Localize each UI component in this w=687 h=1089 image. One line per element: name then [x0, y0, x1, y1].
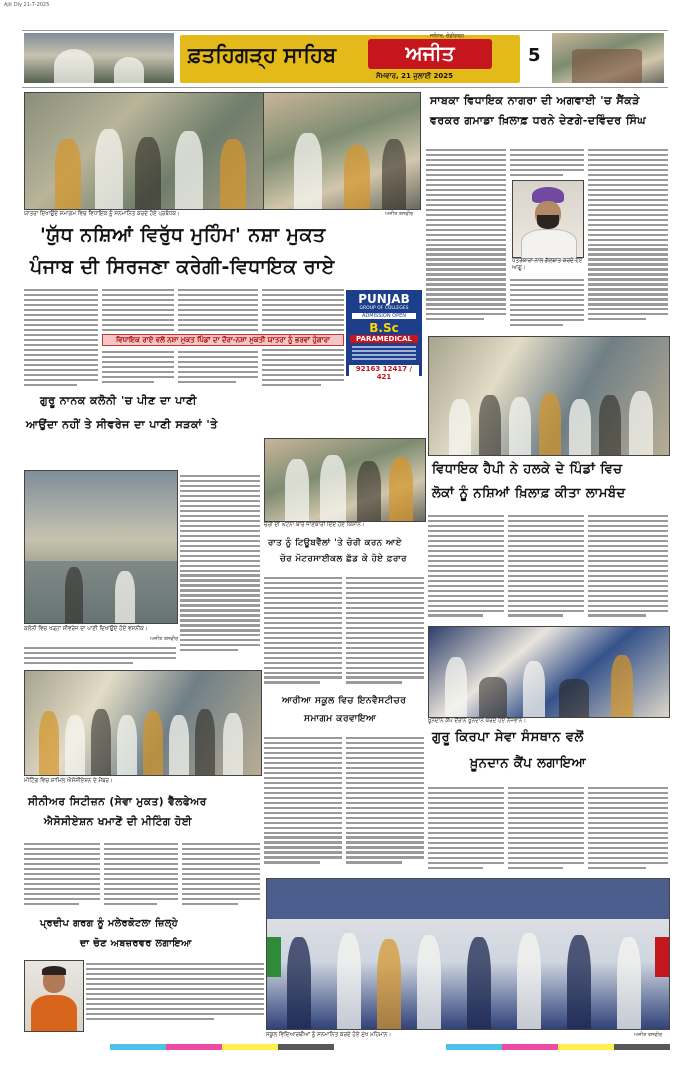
paper-name-box	[368, 39, 492, 69]
story3-photo	[24, 470, 178, 624]
story7-headline-2: ਸਮਾਗਮ ਕਰਵਾਇਆ	[304, 714, 377, 724]
story1-headline-1: 'ਯੁੱਧ ਨਸ਼ਿਆਂ ਵਿਰੁੱਧ ਮੁਹਿੰਮ' ਨਸ਼ਾ ਮੁਕਤ	[40, 224, 326, 246]
story9-headline-2: ਦਾ ਚੋਣ ਅਬਜ਼ਰਵਰ ਲਗਾਇਆ	[80, 938, 192, 949]
story5-photo	[428, 336, 670, 456]
paper-name: ਅਜੀਤ	[405, 41, 455, 65]
masthead-banner	[180, 35, 520, 83]
story3-credit: ਅਜੀਤ ਤਸਵੀਰ	[150, 636, 179, 642]
story6-body-col1	[24, 840, 100, 912]
story3-headline-1: ਗੁਰੂ ਨਾਨਕ ਕਲੋਨੀ 'ਚ ਪੀਣ ਦਾ ਪਾਣੀ	[40, 394, 197, 407]
story5-headline-1: ਵਿਧਾਇਕ ਹੈਪੀ ਨੇ ਹਲਕੇ ਦੇ ਪਿੰਡਾਂ ਵਿਚ	[432, 462, 623, 477]
story1-credit: ਅਜੀਤ ਤਸਵੀਰ	[385, 211, 414, 217]
story8-body-col3	[588, 784, 668, 874]
ad-phone: 92163 12417 / 421	[349, 365, 419, 381]
story8-caption: ਖ਼ੂਨਦਾਨ ਕੈਂਪ ਦੌਰਾਨ ਖ਼ੂਨਦਾਨ ਕਰਦੇ ਹੋਏ ਨੌਜਵਾਨ।	[428, 718, 527, 724]
story3-body-col1	[180, 472, 260, 668]
ad-course: B.Sc	[369, 321, 399, 335]
story1-photo-left	[24, 92, 264, 210]
story4-caption: ਚੋਰੀ ਦੀ ਘਟਨਾ ਬਾਰੇ ਜਾਣਕਾਰੀ ਦਿੰਦੇ ਹੋਏ ਕਿਸਾਨ।	[264, 522, 365, 528]
print-slug: Ajit Dly 21-7-2025	[4, 2, 50, 8]
story4-body-col2	[346, 574, 424, 690]
college-advertisement[interactable]	[346, 290, 422, 381]
story2-portrait	[512, 180, 584, 258]
story1-body-col3b	[178, 348, 258, 386]
masthead-right-photo	[552, 33, 664, 83]
ad-course-sub: PARAMEDICAL	[350, 335, 418, 343]
story5-headline-2: ਲੋਕਾਂ ਨੂੰ ਨਸ਼ਿਆਂ ਖ਼ਿਲਾਫ਼ ਕੀਤਾ ਲਾਮਬੰਦ	[432, 486, 626, 501]
ad-sub: GROUP OF COLLEGES	[359, 306, 409, 311]
story4-headline-1: ਰਾਤ ਨੂੰ ਟਿਊਬਵੈੱਲਾਂ 'ਤੇ ਚੋਰੀ ਕਰਨ ਆਏ	[268, 538, 402, 548]
story2-body-col1	[426, 146, 506, 332]
story1-caption: ਯਾਤਰਾ ਦਿਖਾਉਂਦੇ ਸਮਾਗਮ ਵਿਚ ਵਿਧਾਇਕ ਨੂੰ ਸਨਮਾਨਿਤ ਕਰਦੇ ਹੋਏ ਪ੍ਰਬੰਧਕ।	[24, 211, 180, 217]
color-registration-bar	[110, 1044, 670, 1050]
story8-body-col2	[508, 784, 584, 874]
story2-headline-1: ਸਾਬਕਾ ਵਿਧਾਇਕ ਨਾਗਰਾ ਦੀ ਅਗਵਾਈ 'ਚ ਸੈਂਕੜੇ	[430, 94, 640, 107]
story9-headline-1: ਪ੍ਰਦੀਪ ਗਰਗ ਨੂੰ ਮਲੇਰਕੋਟਲਾ ਜ਼ਿਲ੍ਹੇ	[40, 918, 179, 929]
story1-photo-right	[263, 92, 421, 210]
story3-headline-2: ਆਉਂਦਾ ਨਹੀਂ ਤੇ ਸੀਵਰੇਜ ਦਾ ਪਾਣੀ ਸੜਕਾਂ 'ਤੇ	[26, 418, 218, 431]
story8-body-col1	[428, 784, 504, 874]
story2-body-col2a	[510, 146, 584, 180]
story6-photo	[24, 670, 262, 776]
story10-credit: ਅਜੀਤ ਤਸਵੀਰ	[634, 1032, 663, 1038]
story4-headline-2: ਚੋਰ ਮੋਟਰਸਾਈਕਲ ਛੱਡ ਕੇ ਹੋਏ ਫ਼ਰਾਰ	[280, 554, 407, 564]
story10-photo	[266, 878, 670, 1030]
story6-headline-2: ਐਸੋਸੀਏਸ਼ਨ ਖਮਾਣੋਂ ਦੀ ਮੀਟਿੰਗ ਹੋਈ	[44, 816, 193, 828]
story4-photo	[264, 438, 426, 522]
story9-body	[86, 960, 264, 1030]
masthead-date: ਸੋਮਵਾਰ, 21 ਜੁਲਾਈ 2025	[376, 72, 453, 80]
ad-admission: ADMISSION OPEN	[352, 313, 416, 319]
story8-headline-1: ਗੁਰੂ ਕਿਰਪਾ ਸੇਵਾ ਸੰਸਥਾਨ ਵਲੋਂ	[432, 730, 584, 745]
story7-headline-1: ਆਰੀਆ ਸਕੂਲ ਵਿਚ ਇਨਵੈਸਟੀਚਰ	[282, 696, 407, 706]
edition-city: ਜਲੰਧਰ, ਚੰਡੀਗੜ੍ਹ	[430, 33, 465, 39]
story2-headline-2: ਵਰਕਰ ਗਮਾਡਾ ਖ਼ਿਲਾਫ਼ ਧਰਨੇ ਦੇਣਗੇ-ਦਵਿੰਦਰ ਸਿੰਘ	[430, 114, 647, 127]
ad-brand: PUNJAB	[358, 292, 410, 306]
story1-body-col1	[24, 286, 98, 384]
story3-caption: ਕਲੋਨੀ ਵਿਚ ਖੜ੍ਹਾ ਸੀਵਰੇਜ ਦਾ ਪਾਣੀ ਦਿਖਾਉਂਦੇ ਹੋਏ ਵਸਨੀਕ।	[24, 626, 148, 632]
story6-body-col3	[182, 840, 260, 912]
story6-body-col2	[104, 840, 178, 912]
story6-caption: ਮੀਟਿੰਗ ਵਿਚ ਸ਼ਾਮਿਲ ਐਸੋਸੀਏਸ਼ਨ ਦੇ ਮੈਂਬਰ।	[24, 778, 113, 784]
story10-caption: ਸਕੂਲ ਵਿਦਿਆਰਥੀਆਂ ਨੂੰ ਸਨਮਾਨਿਤ ਕਰਦੇ ਹੋਏ ਮੁੱਖ ਮਹਿਮਾਨ।	[266, 1032, 392, 1038]
story2-caption: ਪੱਤਰਕਾਰਾਂ ਨਾਲ ਗੱਲਬਾਤ ਕਰਦੇ ਹੋਏ ਆਗੂ।	[512, 258, 583, 271]
story2-body-col2b	[510, 276, 584, 332]
story9-portrait	[24, 960, 84, 1032]
story6-headline-1: ਸੀਨੀਅਰ ਸਿਟੀਜ਼ਨ (ਸੇਵਾ ਮੁਕਤ) ਵੈੱਲਫੇਅਰ	[28, 796, 207, 808]
story8-headline-2: ਖ਼ੂਨਦਾਨ ਕੈਂਪ ਲਗਾਇਆ	[470, 756, 587, 771]
story7-body-col2	[346, 734, 424, 872]
story4-body-col1	[264, 574, 342, 690]
section-title: ਫ਼ਤਹਿਗੜ੍ਹ ਸਾਹਿਬ	[188, 43, 337, 67]
masthead	[22, 30, 668, 88]
story1-body-col3	[178, 286, 258, 334]
story5-body-col2	[508, 512, 584, 624]
story3-body-bottom	[24, 644, 176, 668]
masthead-left-photo	[24, 33, 174, 83]
story5-body-col1	[428, 512, 504, 624]
story1-body-col2b	[102, 348, 174, 386]
story5-body-col3	[588, 512, 668, 624]
story8-photo	[428, 626, 670, 718]
story1-band: ਵਿਧਾਇਕ ਰਾਏ ਵਲੋਂ ਨਸ਼ਾ ਮੁਕਤ ਪਿੰਡਾਂ ਦਾ ਦੌਰਾ-ਨਸ਼ਾ ਮੁਕਤੀ ਯਾਤਰਾ ਨੂੰ ਭਰਵਾਂ ਹੁੰਗਾਰਾ	[102, 334, 344, 346]
page-number: 5	[528, 45, 541, 66]
story2-body-col3	[588, 146, 668, 332]
story1-headline-2: ਪੰਜਾਬ ਦੀ ਸਿਰਜਣਾ ਕਰੇਗੀ-ਵਿਧਾਇਕ ਰਾਏ	[30, 256, 335, 278]
story1-body-col2	[102, 286, 174, 334]
story7-body-col1	[264, 734, 342, 872]
